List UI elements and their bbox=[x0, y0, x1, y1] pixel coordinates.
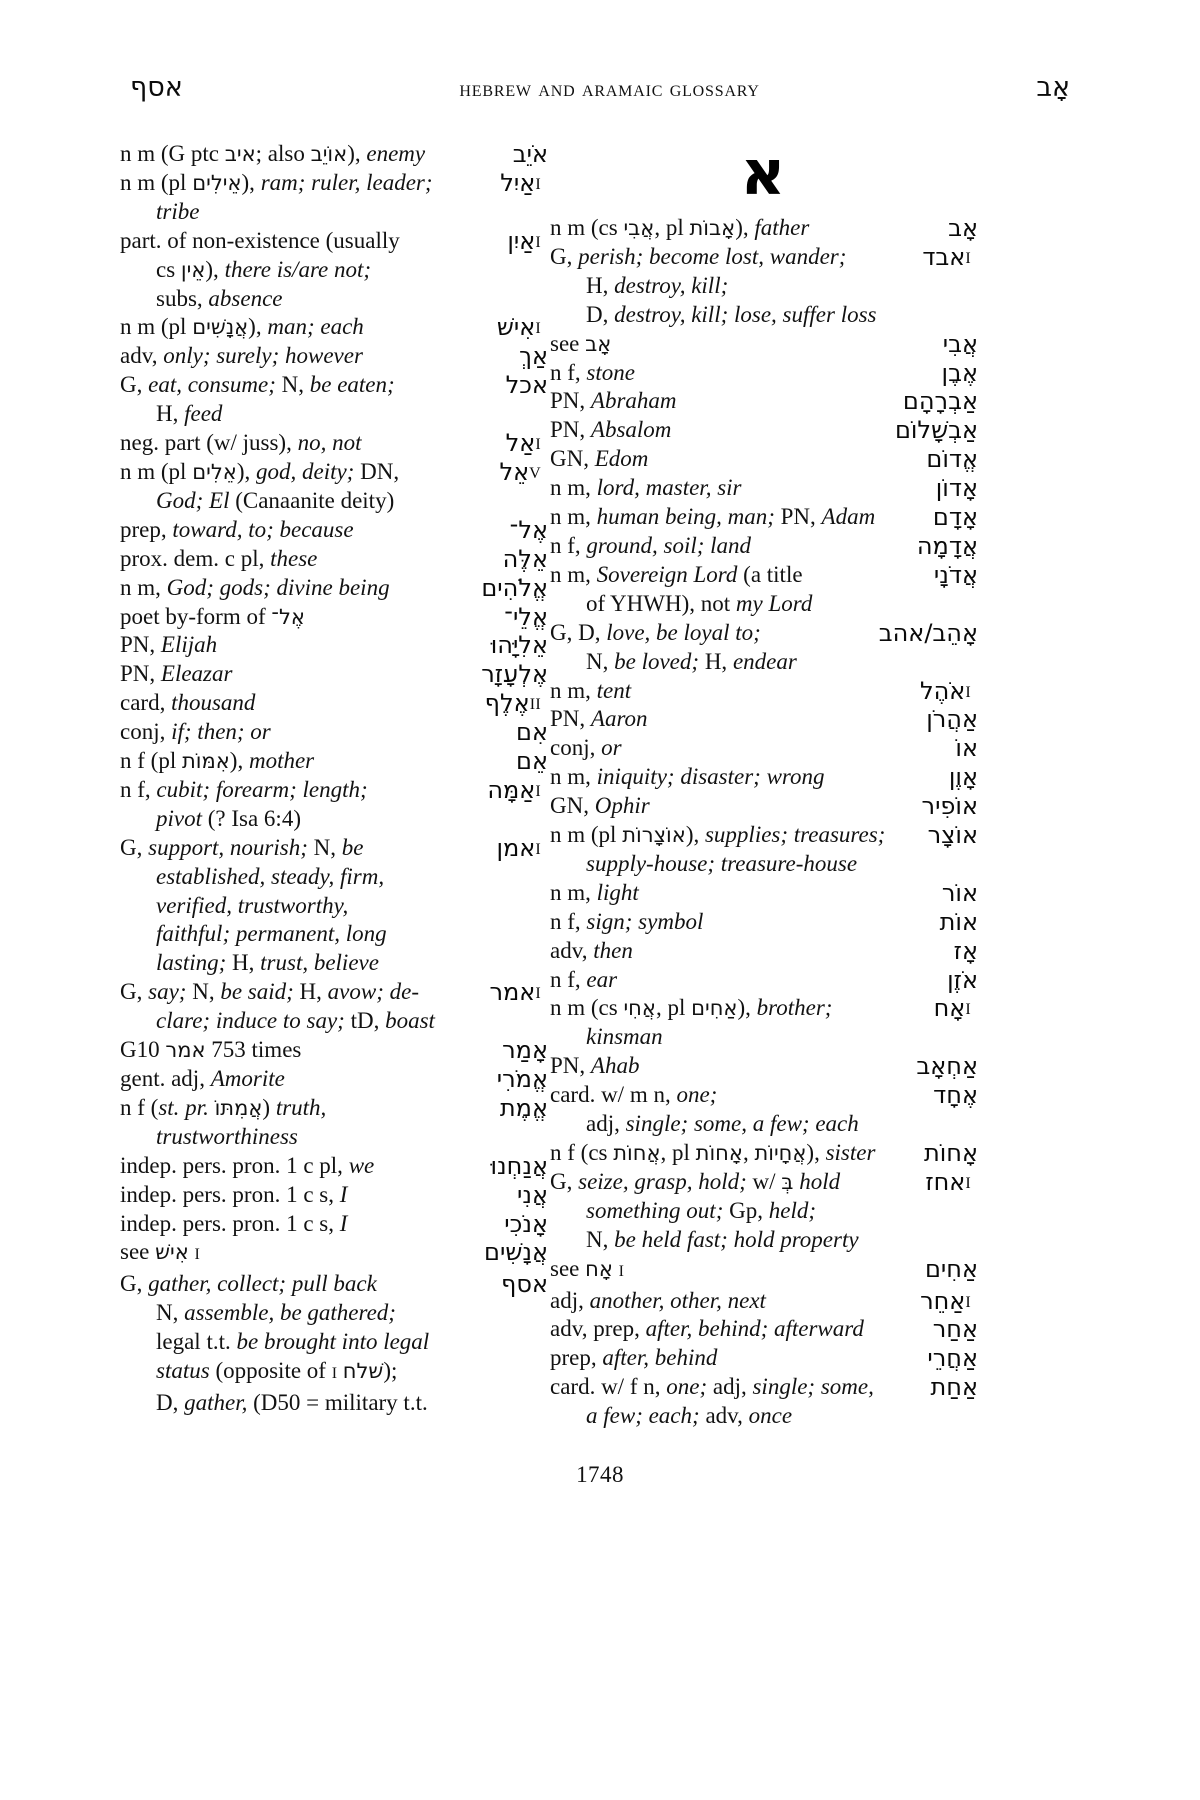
glossary-entry bbox=[548, 1255, 978, 1287]
entry-definition: poet by-form of אֶל־ bbox=[120, 603, 305, 629]
entry-lemma bbox=[942, 359, 978, 388]
entry-lemma bbox=[506, 371, 548, 400]
entry-lemma-text: אֱמֶת bbox=[499, 1093, 548, 1122]
entry-homonym-number: I bbox=[965, 1001, 971, 1019]
entry-lemma-text: אַמָּה bbox=[487, 775, 536, 804]
glossary-entry bbox=[118, 631, 548, 660]
entry-lemma bbox=[920, 677, 978, 706]
entry-lemma bbox=[481, 660, 548, 689]
entry-lemma-text: אָב bbox=[948, 214, 978, 242]
entry-lemma bbox=[487, 776, 548, 805]
entry-definition: n f, ground, soil; land bbox=[550, 532, 752, 558]
glossary-entry bbox=[118, 313, 548, 342]
glossary-entry bbox=[548, 908, 978, 937]
glossary-entry bbox=[548, 416, 978, 445]
entry-definition: card. w/ f n, one; adj, single; some, a few; each; adv, once bbox=[550, 1374, 874, 1429]
entry-lemma bbox=[485, 689, 548, 718]
entry-lemma-text: אֲנָשִׁים bbox=[484, 1238, 548, 1267]
glossary-entry bbox=[118, 603, 548, 632]
entry-lemma-text: אָדוֹן bbox=[935, 474, 978, 503]
entry-definition: n m (cs אֲחִי, pl אַחִים), brother; kinsman bbox=[550, 995, 833, 1050]
glossary-entry bbox=[548, 994, 978, 1052]
glossary-entry bbox=[548, 966, 978, 995]
glossary-entry bbox=[548, 1139, 978, 1168]
glossary-entry bbox=[118, 689, 548, 718]
entry-lemma-text: אֶל־ bbox=[509, 515, 548, 544]
glossary-entry bbox=[118, 834, 548, 979]
entry-lemma-text: אַחִים bbox=[924, 1254, 978, 1283]
entry-lemma bbox=[506, 429, 548, 458]
entry-lemma bbox=[933, 1315, 978, 1344]
entry-definition: adv, then bbox=[550, 937, 633, 963]
glossary-entry bbox=[548, 1373, 978, 1431]
entry-lemma-text: אֲדָמָה bbox=[916, 531, 978, 560]
entry-lemma-text: אַחַר bbox=[932, 1315, 978, 1344]
glossary-entry bbox=[548, 1287, 978, 1316]
entry-lemma-text: אֹהֶל bbox=[919, 676, 966, 705]
entry-definition: G, seize, grasp, hold; w/ בְּ hold something out; Gp, held; N, be held fast; hold property bbox=[550, 1168, 859, 1252]
glossary-entry bbox=[118, 747, 548, 776]
entry-definition: n m, tent bbox=[550, 677, 632, 703]
entry-lemma-text: אֲדֹנָי bbox=[933, 560, 978, 589]
entry-lemma-text: אַיִן bbox=[507, 226, 536, 255]
entry-lemma bbox=[491, 631, 548, 660]
entry-definition: adv, prep, after, behind; afterward bbox=[550, 1316, 864, 1342]
entry-lemma-text: אֹיֵב bbox=[512, 140, 548, 168]
glossary-entry bbox=[548, 937, 978, 966]
entry-homonym-number: I bbox=[535, 436, 541, 454]
entry-definition: PN, Ahab bbox=[550, 1053, 640, 1079]
glossary-entry bbox=[118, 516, 548, 545]
entry-homonym-number: I bbox=[535, 233, 541, 251]
glossary-entry bbox=[548, 1168, 978, 1255]
entry-definition: card. w/ m n, one; adj, single; some, a few; each bbox=[550, 1082, 859, 1137]
entry-lemma-text: אוֹר bbox=[941, 878, 978, 907]
entry-definition: prep, toward, to; because bbox=[120, 516, 354, 542]
entry-lemma-text: אֱלֵי־ bbox=[504, 602, 548, 631]
glossary-column-left bbox=[118, 140, 548, 1418]
glossary-entry bbox=[118, 1152, 548, 1181]
glossary-entry bbox=[118, 1181, 548, 1210]
entry-lemma bbox=[955, 734, 978, 763]
entry-lemma bbox=[519, 342, 548, 371]
entry-lemma-text: אָנֹכִי bbox=[504, 1209, 548, 1238]
entry-lemma-text: אכל bbox=[505, 371, 548, 400]
entry-definition: see אִישׁ I bbox=[120, 1239, 200, 1265]
entry-definition: n m, iniquity; disaster; wrong bbox=[550, 764, 825, 790]
glossary-entry bbox=[548, 532, 978, 561]
glossary-entry bbox=[548, 1344, 978, 1373]
glossary-entry bbox=[548, 619, 978, 677]
entry-definition: n f (st. pr. אֲמִתּוֹ) truth, trustworthiness bbox=[120, 1094, 327, 1149]
entry-lemma-text: אֶחָד bbox=[933, 1081, 978, 1110]
entry-lemma bbox=[928, 821, 978, 850]
glossary-entry bbox=[548, 1052, 978, 1081]
entry-definition: G, eat, consume; N, be eaten; H, feed bbox=[120, 372, 395, 427]
entry-lemma-text: אִישׁ bbox=[496, 313, 536, 342]
glossary-entry bbox=[118, 342, 548, 371]
entry-definition: n m, God; gods; divine being bbox=[120, 574, 390, 600]
entry-lemma bbox=[499, 458, 548, 487]
entry-lemma bbox=[933, 1081, 978, 1110]
glossary-entry bbox=[118, 660, 548, 689]
page-title: hebrew and aramaic glossary bbox=[459, 76, 760, 101]
entry-lemma bbox=[516, 718, 548, 747]
entry-lemma-text: אֵלֶּה bbox=[502, 544, 548, 573]
entry-lemma bbox=[500, 169, 548, 198]
entry-homonym-number: V bbox=[529, 464, 541, 482]
entry-lemma bbox=[931, 1373, 979, 1402]
entry-lemma-text: אָחוֹת bbox=[923, 1139, 978, 1167]
entry-definition: see אָב bbox=[550, 330, 612, 356]
entry-lemma bbox=[934, 994, 978, 1023]
entry-lemma bbox=[925, 1168, 978, 1197]
entry-lemma-text: אֶלְעָזָר bbox=[481, 660, 548, 689]
glossary-entry bbox=[118, 978, 548, 1036]
entry-lemma-text: אמר bbox=[489, 978, 536, 1007]
entry-lemma bbox=[926, 705, 978, 734]
glossary-entry bbox=[118, 1036, 548, 1065]
entry-definition: n f (pl אִמּוֹת), mother bbox=[120, 748, 315, 774]
entry-definition: n m, human being, man; PN, Adam bbox=[550, 504, 876, 530]
entry-definition: conj, or bbox=[550, 735, 622, 761]
glossary-entry bbox=[118, 574, 548, 603]
entry-lemma bbox=[925, 1255, 978, 1284]
entry-lemma bbox=[947, 966, 978, 995]
glossary-entry bbox=[118, 458, 548, 516]
entry-lemma bbox=[895, 416, 978, 445]
entry-definition: n f, sign; symbol bbox=[550, 908, 704, 934]
entry-definition: n f, cubit; forearm; length; pivot (? Isa 6:4) bbox=[120, 776, 368, 831]
entry-definition: n m (cs אֲבִי, pl אָבוֹת), father bbox=[550, 215, 810, 240]
entry-lemma bbox=[502, 1036, 548, 1065]
entry-lemma bbox=[510, 516, 548, 545]
entry-lemma bbox=[920, 1287, 978, 1316]
entry-lemma-text: אֱדוֹם bbox=[926, 445, 978, 474]
entry-lemma-text: אַחַת bbox=[930, 1373, 978, 1402]
glossary-entry bbox=[118, 1238, 548, 1270]
entry-definition: indep. pers. pron. 1 c s, I bbox=[120, 1181, 348, 1207]
entry-lemma-text: אוֹת bbox=[939, 907, 978, 936]
entry-lemma-text: אוֹ bbox=[955, 734, 978, 763]
entry-lemma bbox=[491, 1152, 548, 1181]
entry-lemma-text: אֶבֶן bbox=[941, 358, 978, 387]
entry-lemma bbox=[879, 619, 978, 648]
entry-lemma-text: אַבְשָׁלוֹם bbox=[894, 416, 978, 445]
entry-definition: n m, lord, master, sir bbox=[550, 475, 742, 501]
entry-lemma-text: אֲנַחְנוּ bbox=[490, 1151, 548, 1180]
entry-lemma bbox=[507, 227, 548, 256]
glossary-entry bbox=[548, 677, 978, 706]
glossary-entry bbox=[118, 140, 548, 169]
glossary-entry bbox=[548, 792, 978, 821]
entry-lemma bbox=[926, 445, 978, 474]
entry-lemma-text: אַךְ bbox=[519, 342, 548, 371]
entry-definition: see אָח I bbox=[550, 1255, 624, 1281]
entry-homonym-number: I bbox=[965, 1174, 971, 1192]
glossary-entry bbox=[548, 243, 978, 330]
entry-lemma-text: אַחֲרֵי bbox=[927, 1344, 978, 1373]
entry-lemma-text: אבד bbox=[922, 242, 966, 271]
entry-definition: indep. pers. pron. 1 c s, I bbox=[120, 1210, 348, 1236]
glossary-entry bbox=[548, 763, 978, 792]
entry-lemma-text: אַהֲרֹן bbox=[926, 705, 978, 734]
entry-lemma-text: אֵלִיָּהוּ bbox=[490, 631, 548, 660]
entry-homonym-number: I bbox=[535, 320, 541, 338]
entry-lemma-text: אֹזֶן bbox=[947, 965, 978, 994]
entry-lemma bbox=[948, 214, 978, 243]
entry-lemma bbox=[497, 1065, 548, 1094]
entry-lemma-text: אֲבִי bbox=[942, 329, 978, 358]
entry-lemma-text: אוֹצָר bbox=[927, 821, 978, 850]
entry-homonym-number: I bbox=[965, 683, 971, 701]
entry-definition: adj, another, other, next bbox=[550, 1287, 766, 1313]
entry-lemma bbox=[497, 313, 548, 342]
entry-homonym-number: I bbox=[535, 840, 541, 858]
entry-lemma bbox=[513, 140, 548, 169]
entry-lemma bbox=[927, 1344, 978, 1373]
glossary-entry bbox=[118, 1065, 548, 1094]
entry-lemma bbox=[503, 545, 548, 574]
entry-definition: PN, Abraham bbox=[550, 388, 677, 414]
glossary-entry bbox=[118, 371, 548, 429]
glossary-entry bbox=[118, 1094, 548, 1152]
page-number: 1748 bbox=[576, 1462, 624, 1487]
entry-definition: G, D, love, be loyal to; N, be loved; H, endear bbox=[550, 619, 797, 674]
entry-lemma-text: אָהֵב/אהב bbox=[878, 618, 978, 647]
entry-lemma bbox=[504, 1210, 548, 1239]
entry-definition: n f, ear bbox=[550, 966, 618, 992]
entry-lemma bbox=[500, 1094, 548, 1123]
glossary-entry bbox=[118, 227, 548, 314]
entry-lemma bbox=[516, 747, 548, 776]
entry-lemma bbox=[489, 978, 548, 1007]
entry-lemma bbox=[496, 834, 548, 863]
glossary-entry bbox=[548, 1081, 978, 1139]
entry-definition: n f (cs אֲחוֹת, pl אָחוֹת, אֲחָיוֹת), sister bbox=[550, 1140, 876, 1165]
entry-definition: n m, Sovereign Lord (a title of YHWH), not my Lord bbox=[550, 561, 813, 616]
entry-definition: G, gather, collect; pull back N, assemble, be gathered; legal t.t. be brought into legal status (opposite of I שׁלח); D, gather, (D50 = military t.t. bbox=[120, 1271, 430, 1415]
glossary-entry bbox=[118, 718, 548, 747]
entry-lemma bbox=[940, 908, 978, 937]
running-head-right-hebrew: אָב bbox=[1036, 72, 1070, 103]
glossary-entry bbox=[548, 1315, 978, 1344]
entry-definition: prep, after, behind bbox=[550, 1345, 718, 1371]
entry-lemma-text: אֵם bbox=[516, 747, 548, 776]
entry-definition: adv, only; surely; however bbox=[120, 343, 363, 369]
entry-lemma bbox=[933, 503, 978, 532]
entry-homonym-number: I bbox=[535, 175, 541, 193]
entry-definition: n m (pl אוֹצָרוֹת), supplies; treasures; supply-house; treasure-house bbox=[550, 822, 886, 876]
glossary-entry bbox=[548, 445, 978, 474]
entry-definition: GN, Ophir bbox=[550, 793, 650, 819]
entry-lemma bbox=[917, 532, 978, 561]
entry-definition: indep. pers. pron. 1 c pl, we bbox=[120, 1152, 375, 1178]
entry-definition: G, support, nourish; N, be established, steady, firm, verified, trustworthy, faithful; permanent, long lasting; H, trust, believe bbox=[120, 834, 387, 976]
entry-definition: PN, Eleazar bbox=[120, 661, 233, 687]
entry-definition: prox. dem. c pl, these bbox=[120, 545, 318, 571]
glossary-entry bbox=[118, 169, 548, 227]
glossary-entry bbox=[548, 879, 978, 908]
entry-lemma bbox=[924, 1139, 978, 1168]
entry-lemma-text: אֶלֶף bbox=[484, 689, 530, 718]
entry-definition: gent. adj, Amorite bbox=[120, 1066, 285, 1091]
entry-lemma-text: אָוֶן bbox=[948, 763, 978, 792]
glossary-entry bbox=[118, 1270, 548, 1418]
entry-lemma-text: אַל bbox=[505, 429, 536, 458]
entry-definition: GN, Edom bbox=[550, 446, 649, 472]
entry-lemma-text: אָמַר bbox=[502, 1036, 548, 1065]
entry-lemma bbox=[517, 1181, 548, 1210]
entry-homonym-number: I bbox=[535, 782, 541, 800]
glossary-entry bbox=[548, 503, 978, 532]
entry-lemma-text: אִם bbox=[516, 718, 548, 747]
entry-lemma-text: אַחְאָב bbox=[916, 1052, 978, 1081]
entry-definition: G, perish; become lost, wander; H, destroy, kill; D, destroy, kill; lose, suffer loss bbox=[550, 243, 877, 327]
entry-lemma bbox=[922, 243, 978, 272]
entry-lemma-text: אַיִל bbox=[500, 168, 536, 197]
letter-heading-aleph: א bbox=[740, 136, 786, 209]
entry-lemma bbox=[484, 1238, 548, 1267]
glossary-entry bbox=[118, 776, 548, 834]
glossary-entry bbox=[548, 561, 978, 619]
entry-definition: n m, light bbox=[550, 879, 639, 905]
entry-definition: n m (pl אֵלִים), god, deity; DN, God; El (Canaanite deity) bbox=[120, 458, 400, 513]
entry-homonym-number: I bbox=[965, 1293, 971, 1311]
glossary-entry bbox=[548, 359, 978, 388]
entry-definition: part. of non-existence (usually cs אֵין), there is/are not; subs, absence bbox=[120, 227, 400, 311]
entry-lemma bbox=[942, 879, 978, 908]
entry-lemma bbox=[916, 1052, 978, 1081]
entry-lemma-text: אַבְרָהָם bbox=[902, 387, 978, 416]
entry-lemma-text: אָז bbox=[953, 936, 978, 965]
glossary-entry bbox=[548, 330, 978, 359]
entry-definition: card, thousand bbox=[120, 690, 256, 716]
entry-definition: PN, Elijah bbox=[120, 632, 218, 658]
entry-lemma bbox=[954, 937, 978, 966]
running-head-left-hebrew: אסף bbox=[130, 72, 183, 103]
entry-lemma-text: אֵל bbox=[499, 457, 530, 486]
entry-definition: n m (G ptc איב; also אוֹיֵב), enemy bbox=[120, 141, 426, 166]
entry-homonym-number: I bbox=[535, 985, 541, 1003]
entry-definition: n f, stone bbox=[550, 359, 635, 385]
entry-definition: n m (pl אֲנָשִׁים), man; each bbox=[120, 314, 364, 340]
entry-lemma bbox=[903, 387, 978, 416]
glossary-entry bbox=[118, 545, 548, 574]
entry-lemma-text: אָדָם bbox=[932, 503, 978, 532]
entry-lemma bbox=[504, 603, 548, 632]
entry-definition: PN, Absalom bbox=[550, 417, 672, 443]
entry-definition: G10 אמר 753 times bbox=[120, 1037, 302, 1063]
glossary-entry bbox=[548, 387, 978, 416]
glossary-entry bbox=[548, 214, 978, 243]
entry-definition: G, say; N, be said; H, avow; de- clare; induce to say; tD, boast bbox=[120, 979, 435, 1034]
entry-lemma-text: אוֹפִיר bbox=[921, 792, 978, 821]
entry-homonym-number: I bbox=[965, 249, 971, 267]
entry-lemma bbox=[936, 474, 978, 503]
entry-homonym-number: II bbox=[529, 696, 541, 714]
glossary-entry bbox=[548, 821, 978, 879]
entry-lemma bbox=[934, 561, 978, 590]
glossary-entry bbox=[548, 705, 978, 734]
entry-lemma-text: אָח bbox=[933, 994, 966, 1023]
entry-definition: n m (pl אֵילִים), ram; ruler, leader; tribe bbox=[120, 169, 433, 224]
entry-definition: PN, Aaron bbox=[550, 706, 648, 732]
entry-lemma-text: אֲנִי bbox=[516, 1180, 548, 1209]
running-head bbox=[130, 74, 1070, 110]
glossary-entry bbox=[118, 429, 548, 458]
entry-lemma-text: אסף bbox=[501, 1270, 548, 1299]
entry-lemma bbox=[922, 792, 978, 821]
entry-lemma-text: אֱמֹרִי bbox=[496, 1065, 548, 1093]
entry-lemma-text: אמן bbox=[496, 833, 536, 862]
entry-definition: neg. part (w/ juss), no, not bbox=[120, 430, 362, 456]
entry-lemma bbox=[501, 1270, 548, 1299]
glossary-entry bbox=[548, 474, 978, 503]
glossary-column-right bbox=[548, 136, 978, 1431]
entry-lemma bbox=[481, 574, 548, 603]
entry-lemma-text: אַחֵר bbox=[920, 1286, 966, 1315]
entry-lemma bbox=[943, 330, 978, 359]
entry-definition: conj, if; then; or bbox=[120, 719, 271, 745]
glossary-entry bbox=[548, 734, 978, 763]
entry-lemma-text: אחז bbox=[925, 1167, 966, 1196]
glossary-entry bbox=[118, 1210, 548, 1239]
entry-lemma-text: אֱלֹהִים bbox=[481, 573, 548, 602]
entry-lemma bbox=[949, 763, 978, 792]
